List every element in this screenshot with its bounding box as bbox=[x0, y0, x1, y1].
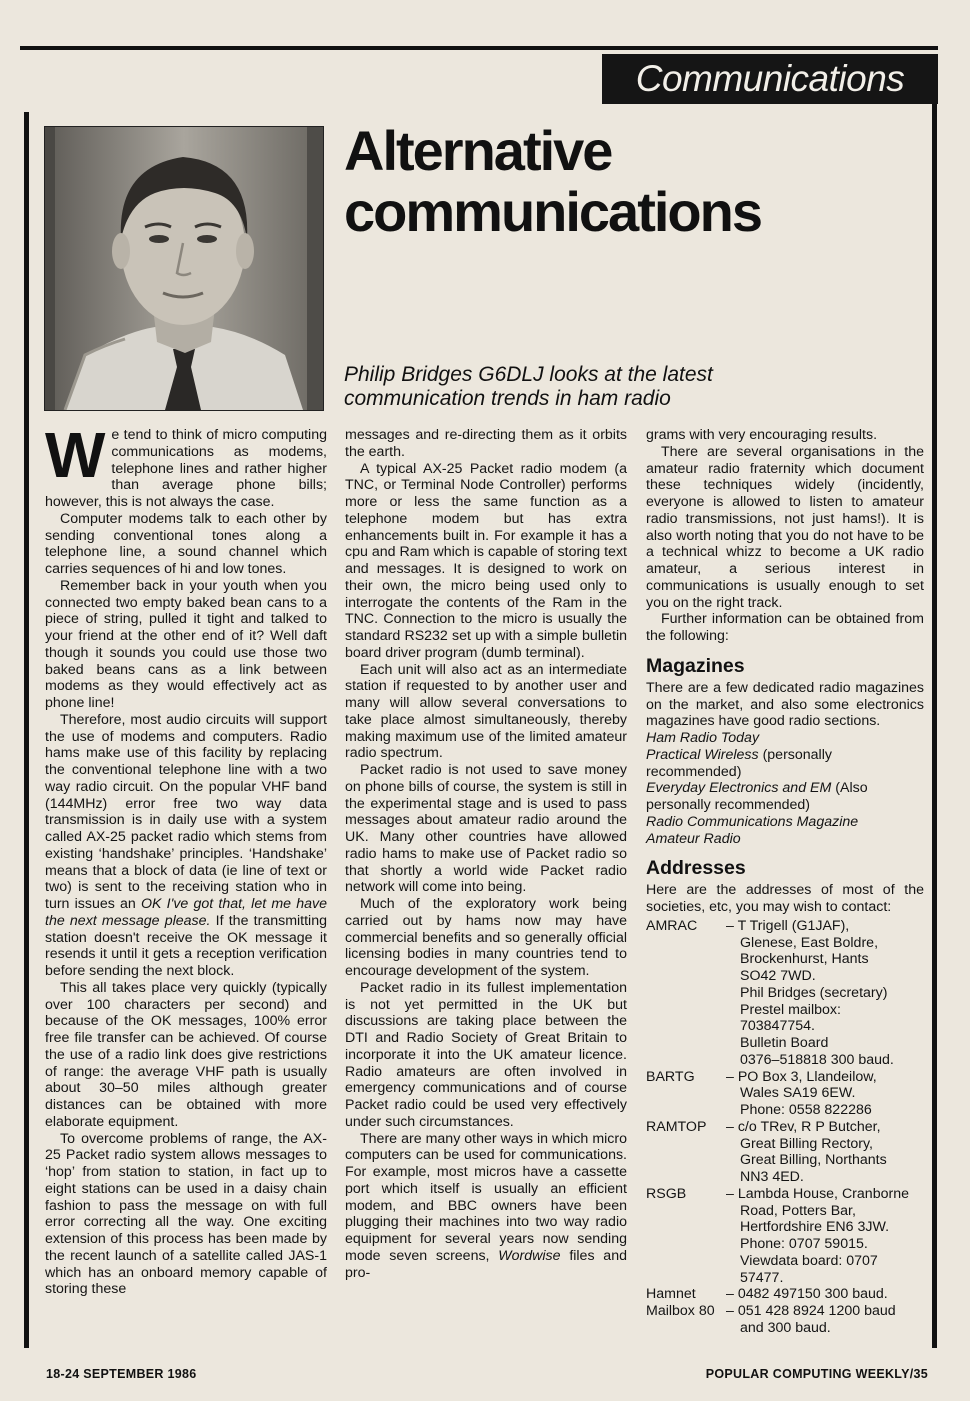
address-line: – Lambda House, Cranborne bbox=[726, 1185, 909, 1202]
author-photo bbox=[44, 126, 324, 411]
magazine-title: Everyday Electronics and EM bbox=[646, 780, 832, 797]
address-line: – c/o TRev, R P Butcher, bbox=[726, 1118, 881, 1135]
right-border-bar bbox=[932, 104, 937, 1348]
magazine-title: Amateur Radio bbox=[646, 830, 741, 847]
magazine-title: Ham Radio Today bbox=[646, 730, 760, 746]
address-line: Prestel mailbox: bbox=[740, 1001, 841, 1018]
address-line: 0376–518818 300 baud. bbox=[740, 1051, 894, 1068]
address-lines bbox=[726, 1069, 924, 1119]
address-line: Glenese, East Boldre, bbox=[740, 934, 879, 951]
paragraph bbox=[345, 1131, 627, 1282]
paragraph: Computer modems talk to each other by sending conventional tones along a telephone line, a sound channel which carries sequences of hi and low tones. bbox=[45, 510, 327, 577]
list-item bbox=[646, 814, 924, 831]
list-item bbox=[646, 747, 924, 781]
footer-publication: POPULAR COMPUTING WEEKLY/35 bbox=[705, 1367, 928, 1381]
address-entry bbox=[646, 1069, 924, 1119]
organisation-name: AMRAC bbox=[646, 917, 698, 934]
footer-date: 18-24 SEPTEMBER 1986 bbox=[46, 1367, 197, 1381]
magazine-note: (personally recommended) bbox=[646, 746, 832, 780]
organisation-name: RSGB bbox=[646, 1185, 687, 1202]
paragraph: Much of the exploratory work being carried out by hams now may have commercial benefits and so generally official licensing bodies in many countries tend to encourage development of the system. bbox=[345, 896, 627, 979]
organisation-name: Mailbox 80 bbox=[646, 1303, 715, 1319]
address-line: 57477. bbox=[740, 1269, 784, 1286]
list-item bbox=[646, 780, 924, 814]
article-column-1 bbox=[45, 419, 327, 1298]
paragraph: Packet radio in its fullest implementation is not yet permitted in the UK but discussions are taking place between the DTI and Radio Society of Great Britain to incorporate it into the UK amateur licence. Radio amateurs are often involved in emergency communications and of course Packet radio could be used very effectively under such circumstances. bbox=[345, 979, 627, 1130]
paragraph: Each unit will also act as an intermediate station if requested to by another user and many will allow several conversations to take place almost simultaneously, thereby making maximum use of the limited amateur radio spectrum. bbox=[345, 661, 627, 762]
organisation-name: Hamnet bbox=[646, 1286, 696, 1303]
paragraph bbox=[45, 419, 327, 511]
address-lines bbox=[726, 1303, 924, 1337]
paragraph: Packet radio is not used to save money on phone bills of course, the system is still in the experimental stage and is used to pass messages about amateur radio around the UK. Many other countries have allowed radio hams to make use of Packet radio so that shortly a world wide Packet radio network will come into being. bbox=[345, 762, 627, 896]
paragraph-text: files and pro- bbox=[345, 1247, 627, 1281]
paragraph: Further information can be obtained from the following: bbox=[646, 611, 924, 644]
paragraph-text: Therefore, most audio circuits will support the use of modems and computers. Radio hams make use of this facility by replacing the conventional telephone line with a two way radio circuit. On the popular VHF band (144MHz) error free two way data transmission is in daily use with a system called AX-25 packet radio which stems from existing ‘handshake’ principles. ‘Handshake’ means that a block of data (ie line of text or two) is sent to the receiving station who in turn issues an bbox=[45, 711, 327, 912]
address-line: Wales SA19 6EW. bbox=[740, 1085, 856, 1102]
standfirst-line-2: communication trends in ham radio bbox=[344, 387, 671, 410]
address-line: Brockenhurst, Hants bbox=[740, 951, 869, 968]
standfirst-line-1: Philip Bridges G6DLJ looks at the latest bbox=[344, 363, 713, 386]
paragraph: A typical AX-25 Packet radio modem (a TNC, or Terminal Node Controller) performs more or less the same function as a telephone modem but has extra enhancements built in. For example it has a cpu and Ram which is capable of storing text and messages. It is designed to work on their own, the micro being used only to interrogate the contents of the Ram in the TNC. Connection to the micro is usually the standard RS232 set up with a simple bulletin board driver program (dumb terminal). bbox=[345, 460, 627, 661]
address-line: SO42 7WD. bbox=[740, 968, 816, 984]
address-line: Great Billing Rectory, bbox=[740, 1135, 873, 1152]
addresses-heading: Addresses bbox=[646, 857, 746, 880]
paragraph: This all takes place very quickly (typically over 100 characters per second) and because of the OK messages, 100% error free file transfer can be achieved. Of course the use of a radio link does give restrictions of range: the average VHF path is usually about 30–50 miles although greater distances can be obtained with more elaborate equipment. bbox=[45, 979, 327, 1130]
portrait-illustration bbox=[45, 127, 323, 410]
magazine-list bbox=[646, 730, 924, 847]
paragraph-text: There are many other ways in which micro computers can be used for communications. For example, most micros have a cassette port which itself is usually an efficient modem, and BBC owners have been plugging their machines into two way radio equipment for several years now sending mode seven screens, bbox=[345, 1130, 627, 1264]
headline-line-2: communications bbox=[344, 180, 761, 243]
address-lines bbox=[726, 918, 924, 1069]
paragraph-text: e tend to think of micro computing communications as modems, telephone lines and rather higher than average phone bills; however, this is not always the case. bbox=[45, 427, 327, 510]
address-lines bbox=[726, 1119, 924, 1186]
magazine-title: Radio Communications Magazine bbox=[646, 813, 859, 830]
address-line: NN3 4ED. bbox=[740, 1169, 804, 1185]
paragraph: Remember back in your youth when you connected two empty baked bean cans to a piece of string, pulled it tight and talked to your friend at the other end of it? Well daft though it sounds you could use those two baked beans cans as a link between modems as they would effectively act as phone line! bbox=[45, 577, 327, 711]
paragraph: messages and re-directing them as it orbits the earth. bbox=[345, 427, 627, 460]
paragraph: grams with very encouraging results. bbox=[646, 427, 878, 443]
address-line: – 051 428 8924 1200 baud bbox=[726, 1303, 896, 1319]
address-line: – 0482 497150 300 baud. bbox=[726, 1286, 888, 1303]
paragraph: There are several organisations in the amateur radio fraternity which document these techniques widely (incidently, everyone is allowed to listen to amateur radio transmissions, not just hams!). It is also worth noting that you do not have to be a technical whizz to become a UK radio amateur, a serious interest in communications is usually enough to set you on the right track. bbox=[646, 443, 924, 611]
section-banner: Communications bbox=[602, 54, 938, 104]
address-line: Phone: 0707 59015. bbox=[740, 1236, 868, 1252]
address-line: 703847754. bbox=[740, 1018, 815, 1035]
top-rule bbox=[20, 46, 938, 50]
address-entry bbox=[646, 918, 924, 1069]
italic-title: Wordwise bbox=[498, 1247, 561, 1264]
italic-quote: OK I've got that, let me have the next message please. bbox=[45, 896, 327, 929]
paragraph-text: If the transmitting station doesn't receive the OK message it resends it until it gets a reception verification before sending the next block. bbox=[45, 912, 327, 979]
address-line: Road, Potters Bar, bbox=[740, 1202, 856, 1219]
address-line: and 300 baud. bbox=[740, 1319, 831, 1336]
address-line: Viewdata board: 0707 bbox=[740, 1252, 878, 1269]
address-line: – PO Box 3, Llandeilow, bbox=[726, 1068, 877, 1085]
article-headline bbox=[344, 120, 904, 242]
article-standfirst bbox=[344, 363, 904, 411]
paragraph: To overcome problems of range, the AX-25 Packet radio system allows messages to ‘hop’ from station to station, in fact up to eight stations can be used in a daisy chain fashion to pass the message on with full error correcting all the way. One exciting extension of this process has been made by the recent launch of a satellite called JAS-1 which has an onboard memory capable of storing these bbox=[45, 1130, 327, 1298]
magazine-note: (Also personally recommended) bbox=[646, 780, 868, 813]
paragraph bbox=[45, 712, 327, 980]
magazines-heading: Magazines bbox=[646, 654, 745, 677]
article-column-2 bbox=[345, 427, 627, 1281]
address-entry bbox=[646, 1286, 924, 1303]
address-line: Phone: 0558 822286 bbox=[740, 1102, 872, 1118]
article-column-3 bbox=[646, 427, 924, 1337]
address-entry bbox=[646, 1119, 924, 1186]
drop-cap: W bbox=[45, 419, 106, 491]
address-entry bbox=[646, 1186, 924, 1287]
organisation-name: RAMTOP bbox=[646, 1118, 707, 1135]
magazines-intro: There are a few dedicated radio magazines on the market, and also some electronics magazines have good radio sections. bbox=[646, 679, 924, 730]
address-lines bbox=[726, 1286, 924, 1303]
address-list bbox=[646, 918, 924, 1337]
address-line: – T Trigell (G1JAF), bbox=[726, 917, 850, 934]
list-item bbox=[646, 831, 924, 848]
address-line: Great Billing, Northants bbox=[740, 1152, 887, 1169]
address-line: Phil Bridges (secretary) bbox=[740, 984, 888, 1001]
address-entry bbox=[646, 1303, 924, 1337]
left-border-bar bbox=[24, 112, 29, 1348]
address-line: Hertfordshire EN6 3JW. bbox=[740, 1219, 890, 1236]
addresses-intro: Here are the addresses of most of the societies, etc, you may wish to contact: bbox=[646, 882, 924, 915]
organisation-name: BARTG bbox=[646, 1068, 695, 1085]
address-line: Bulletin Board bbox=[740, 1035, 829, 1051]
address-lines bbox=[726, 1186, 924, 1287]
list-item bbox=[646, 730, 924, 747]
magazine-title: Practical Wireless bbox=[646, 746, 759, 763]
headline-line-1: Alternative bbox=[344, 119, 612, 182]
